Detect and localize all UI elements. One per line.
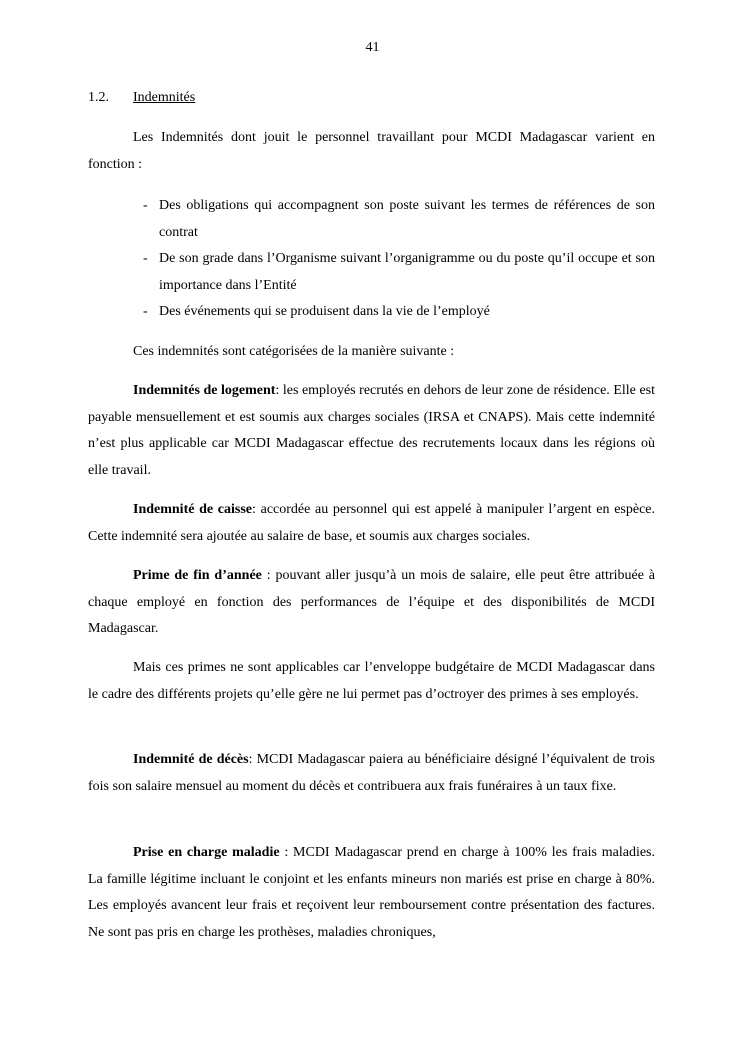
section-title: Indemnités — [133, 90, 196, 105]
list-item — [88, 246, 655, 299]
intro-paragraph: Les Indemnités dont jouit le personnel travaillant pour MCDI Madagascar varient en fonction : — [88, 130, 655, 172]
term: Indemnité de caisse — [133, 502, 253, 517]
list-item-text: De son grade dans l’Organisme suivant l’organigramme ou du poste qu’il occupe et son importance dans l’Entité — [159, 251, 655, 293]
dash-marker: - — [143, 198, 148, 213]
paragraph-cash-allowance — [88, 497, 655, 550]
paragraph-text: : accordée au personnel qui est appelé à manipuler l’argent en espèce. Cette indemnité sera ajoutée au salaire de base, et soumis aux charges sociales. — [88, 502, 655, 544]
list-item — [88, 299, 655, 326]
paragraph-text: Mais ces primes ne sont applicables car l’enveloppe budgétaire de MCDI Madagascar dans le cadre des différents projets qu’elle gère ne lui permet pas d’octroyer des primes à ses employés. — [88, 660, 655, 702]
term: Prime de fin d’année — [133, 568, 262, 583]
paragraph-text: : les employés recrutés en dehors de leur zone de résidence. Elle est payable mensuellement et est soumis aux charges sociales (IRSA et CNAPS). Mais cette indemnité n’est plus applicable car MCDI Madagascar effectue des recrutements locaux dans les régions où elle travail. — [88, 383, 655, 478]
page-number: 41 — [365, 40, 380, 55]
term: Prise en charge maladie — [133, 845, 280, 860]
paragraph-budget-note — [88, 655, 655, 708]
paragraph-text: : MCDI Madagascar prend en charge à 100% les frais maladies. La famille légitime incluant le conjoint et les enfants mineurs non mariés est prise en charge à 80%. Les employés avancent leur frais et reçoivent leur remboursement contre présentation des factures. Ne sont pas pris en charge les prothèses, maladies chroniques, — [88, 845, 656, 940]
paragraph-text: : MCDI Madagascar paiera au bénéficiaire désigné l’équivalent de trois fois son salaire mensuel au moment du décès et contribuera aux frais funéraires à un taux fixe. — [88, 752, 655, 794]
list-item-text: Des événements qui se produisent dans la vie de l’employé — [159, 304, 490, 319]
term: Indemnités de logement — [133, 383, 276, 398]
dash-marker: - — [143, 251, 148, 266]
paragraph-text: : pouvant aller jusqu’à un mois de salaire, elle peut être attribuée à chaque employé en fonction des performances de l’équipe et des disponibilités de MCDI Madagascar. — [88, 568, 655, 636]
categories-intro: Ces indemnités sont catégorisées de la manière suivante : — [133, 344, 455, 359]
bullet-list — [88, 193, 655, 326]
list-item-text: Des obligations qui accompagnent son poste suivant les termes de références de son contrat — [159, 198, 655, 240]
term: Indemnité de décès — [133, 752, 249, 767]
list-item — [88, 193, 655, 246]
paragraph-health-coverage — [88, 840, 655, 946]
paragraph-housing-allowance — [88, 378, 655, 484]
section-number: 1.2. — [88, 90, 109, 105]
section-heading — [88, 88, 195, 108]
paragraph-death-allowance — [88, 747, 655, 800]
paragraph-year-end-bonus — [88, 563, 655, 643]
dash-marker: - — [143, 304, 148, 319]
